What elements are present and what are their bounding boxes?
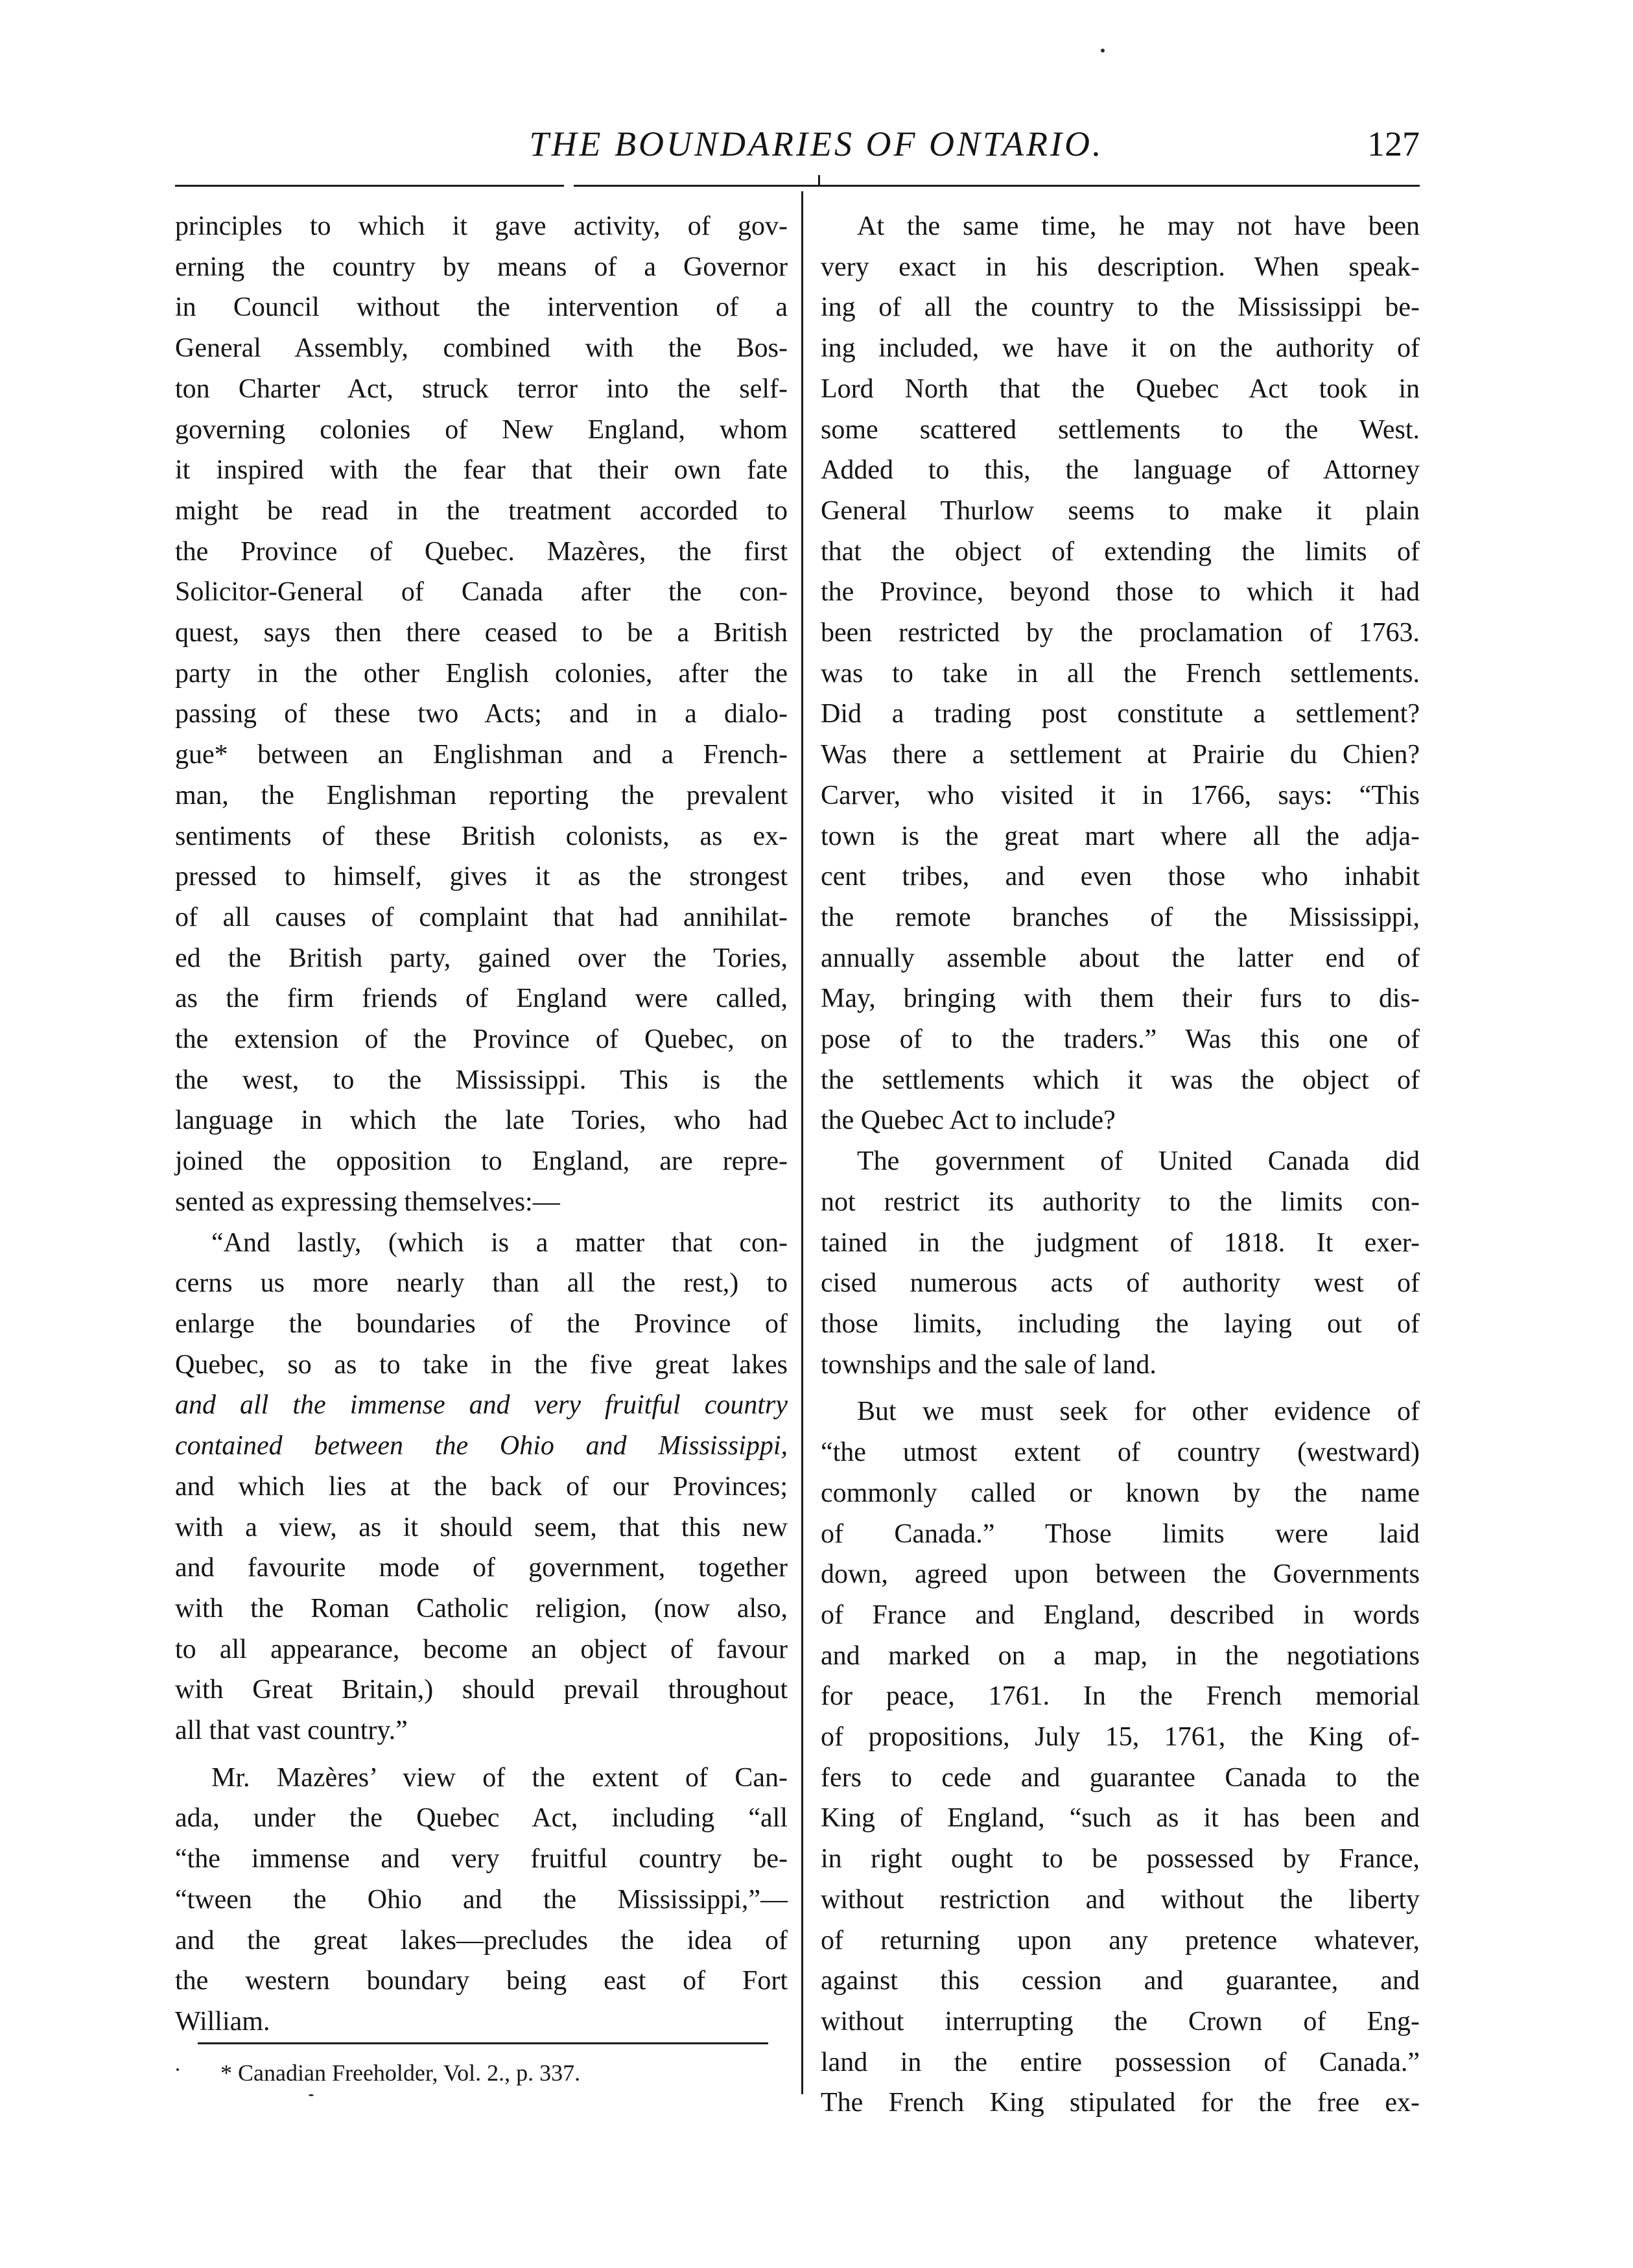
text-line: party in the other English colonies, after the xyxy=(175,658,788,689)
text-line: been restricted by the proclamation of 1763. xyxy=(821,618,1420,648)
left-paragraph-3 xyxy=(175,1758,788,2042)
text-line: tained in the judgment of 1818. It exer- xyxy=(821,1227,1420,1258)
text-line: gue* between an Englishman and a French- xyxy=(175,740,788,770)
text-line: all that vast country.” xyxy=(175,1716,408,1746)
text-line: was to take in all the French settlements. xyxy=(821,658,1420,689)
text-line: that the object of extending the limits of xyxy=(821,536,1420,567)
text-line: principles to which it gave activity, of gov- xyxy=(175,211,788,241)
text-line: ing of all the country to the Mississippi be- xyxy=(821,292,1420,323)
text-line: erning the country by means of a Governor xyxy=(175,252,788,282)
text-line: “the immense and very fruitful country be- xyxy=(175,1844,788,1874)
text-line: “tween the Ohio and the Mississippi,”— xyxy=(175,1884,788,1915)
text-line: town is the great mart where all the adja- xyxy=(821,821,1420,851)
right-column xyxy=(821,206,1420,2123)
text-line: without interrupting the Crown of Eng- xyxy=(821,2006,1420,2037)
text-line: to all appearance, become an object of favour xyxy=(175,1634,788,1664)
text-line: But we must seek for other evidence of xyxy=(857,1397,1420,1427)
header-rule-right xyxy=(574,185,1420,187)
text-line: it inspired with the fear that their own fate xyxy=(175,455,788,486)
text-line: the Province, beyond those to which it had xyxy=(821,577,1420,608)
text-line: of all causes of complaint that had annihilat- xyxy=(175,902,788,932)
left-column xyxy=(175,206,788,2042)
text-line: down, agreed upon between the Governments xyxy=(821,1559,1420,1590)
text-line: very exact in his description. When speak- xyxy=(821,252,1420,282)
text-line: May, bringing with them their furs to dis- xyxy=(821,984,1420,1014)
text-line: Did a trading post constitute a settlement? xyxy=(821,699,1420,729)
text-line: Added to this, the language of Attorney xyxy=(821,455,1420,486)
text-line: fers to cede and guarantee Canada to the xyxy=(821,1762,1420,1793)
right-paragraph-1 xyxy=(821,206,1420,1141)
header-rule-tick xyxy=(818,175,820,187)
text-line: some scattered settlements to the West. xyxy=(821,414,1420,445)
text-line: and the great lakes—precludes the idea of xyxy=(175,1925,788,1955)
text-line: Was there a settlement at Prairie du Chien? xyxy=(821,740,1420,770)
right-paragraph-2 xyxy=(821,1141,1420,1385)
text-line: language in which the late Tories, who had xyxy=(175,1105,788,1136)
text-line: the remote branches of the Mississippi, xyxy=(821,902,1420,932)
text-line: annually assemble about the latter end of xyxy=(821,943,1420,973)
text-line: with a view, as it should seem, that this new xyxy=(175,1512,788,1542)
text-line: and marked on a map, in the negotiations xyxy=(821,1640,1420,1671)
text-line: cised numerous acts of authority west of xyxy=(821,1268,1420,1299)
text-line: of Canada.” Those limits were laid xyxy=(821,1518,1420,1549)
text-line: without restriction and without the liberty xyxy=(821,1884,1420,1915)
text-line: the west, to the Mississippi. This is the xyxy=(175,1065,788,1095)
text-line: with Great Britain,) should prevail throughout xyxy=(175,1675,788,1705)
paragraph-gap xyxy=(175,1751,788,1758)
page-number: 127 xyxy=(1367,124,1420,163)
scan-speck xyxy=(309,2094,314,2096)
text-line: joined the opposition to England, are repre- xyxy=(175,1146,788,1177)
text-line: the western boundary being east of Fort xyxy=(175,1966,788,1996)
header-rule-left xyxy=(175,185,564,187)
text-line: “And lastly, (which is a matter that con- xyxy=(211,1227,788,1258)
text-line: not restrict its authority to the limits con- xyxy=(821,1187,1420,1217)
footnote-rule xyxy=(198,2042,768,2044)
text-line: the Province of Quebec. Mazères, the first xyxy=(175,536,788,567)
text-line: as the firm friends of England were called, xyxy=(175,984,788,1014)
text-line: ing included, we have it on the authority of xyxy=(821,333,1420,364)
paragraph-gap xyxy=(821,1385,1420,1391)
text-line: ton Charter Act, struck terror into the self- xyxy=(175,373,788,404)
text-line: cent tribes, and even those who inhabit xyxy=(821,862,1420,892)
text-line: sentiments of these British colonists, as ex- xyxy=(175,821,788,851)
text-line: cerns us more nearly than all the rest,) to xyxy=(175,1268,788,1299)
text-line: of France and England, described in words xyxy=(821,1600,1420,1630)
text-line: and which lies at the back of our Provinces; xyxy=(175,1471,788,1502)
text-line: in right ought to be possessed by France, xyxy=(821,1844,1420,1874)
text-line: against this cession and guarantee, and xyxy=(821,1966,1420,1996)
text-line: Carver, who visited it in 1766, says: “This xyxy=(821,780,1420,810)
text-line: passing of these two Acts; and in a dialo- xyxy=(175,699,788,729)
text-line: might be read in the treatment accorded to xyxy=(175,495,788,526)
text-line: sented as expressing themselves:— xyxy=(175,1187,560,1217)
text-line: and favourite mode of government, together xyxy=(175,1553,788,1583)
text-line: the settlements which it was the object of xyxy=(821,1065,1420,1095)
text-line: the Quebec Act to include? xyxy=(821,1105,1116,1136)
left-paragraph-2-quote xyxy=(175,1223,788,1751)
text-line: The French King stipulated for the free ex- xyxy=(821,2088,1420,2118)
text-line: of returning upon any pretence whatever, xyxy=(821,1925,1420,1955)
text-line: pose of to the traders.” Was this one of xyxy=(821,1024,1420,1055)
text-line: Quebec, so as to take in the five great lakes xyxy=(175,1349,788,1380)
scan-speck xyxy=(176,2068,179,2071)
text-line: townships and the sale of land. xyxy=(821,1349,1157,1380)
text-line: ed the British party, gained over the Tories, xyxy=(175,943,788,973)
text-line: ada, under the Quebec Act, including “all xyxy=(175,1803,788,1834)
text-line: “the utmost extent of country (westward) xyxy=(821,1437,1420,1468)
text-line: pressed to himself, gives it as the strongest xyxy=(175,862,788,892)
text-line: governing colonies of New England, whom xyxy=(175,414,788,445)
text-line-italic: contained between the Ohio and Mississippi, xyxy=(175,1431,788,1461)
text-line: commonly called or known by the name xyxy=(821,1478,1420,1508)
text-line-italic: and all the immense and very fruitful country xyxy=(175,1390,788,1421)
text-line: Mr. Mazères’ view of the extent of Can- xyxy=(211,1762,788,1793)
text-line: those limits, including the laying out of xyxy=(821,1308,1420,1339)
text-line: with the Roman Catholic religion, (now also, xyxy=(175,1593,788,1624)
text-line: of propositions, July 15, 1761, the King of- xyxy=(821,1722,1420,1753)
text-line: General Thurlow seems to make it plain xyxy=(821,495,1420,526)
text-line: in Council without the intervention of a xyxy=(175,292,788,323)
footnote: * Canadian Freeholder, Vol. 2., p. 337. xyxy=(220,2060,581,2086)
left-paragraph-1 xyxy=(175,206,788,1223)
text-line: General Assembly, combined with the Bos- xyxy=(175,333,788,364)
text-line: enlarge the boundaries of the Province of xyxy=(175,1308,788,1339)
text-line: land in the entire possession of Canada.” xyxy=(821,2047,1420,2077)
text-line: for peace, 1761. In the French memorial xyxy=(821,1681,1420,1712)
text-line: the extension of the Province of Quebec, on xyxy=(175,1024,788,1055)
text-line: Solicitor-General of Canada after the con- xyxy=(175,577,788,608)
right-paragraph-3 xyxy=(821,1391,1420,2123)
text-line: At the same time, he may not have been xyxy=(857,211,1420,241)
text-line: King of England, “such as it has been and xyxy=(821,1803,1420,1834)
text-line: The government of United Canada did xyxy=(857,1146,1420,1177)
text-line: William. xyxy=(175,2006,270,2037)
running-title: THE BOUNDARIES OF ONTARIO. xyxy=(529,124,1104,163)
text-line: Lord North that the Quebec Act took in xyxy=(821,373,1420,404)
text-line: man, the Englishman reporting the prevalent xyxy=(175,780,788,810)
scan-speck xyxy=(1101,49,1105,53)
column-divider xyxy=(801,191,803,2094)
text-line: quest, says then there ceased to be a British xyxy=(175,618,788,648)
